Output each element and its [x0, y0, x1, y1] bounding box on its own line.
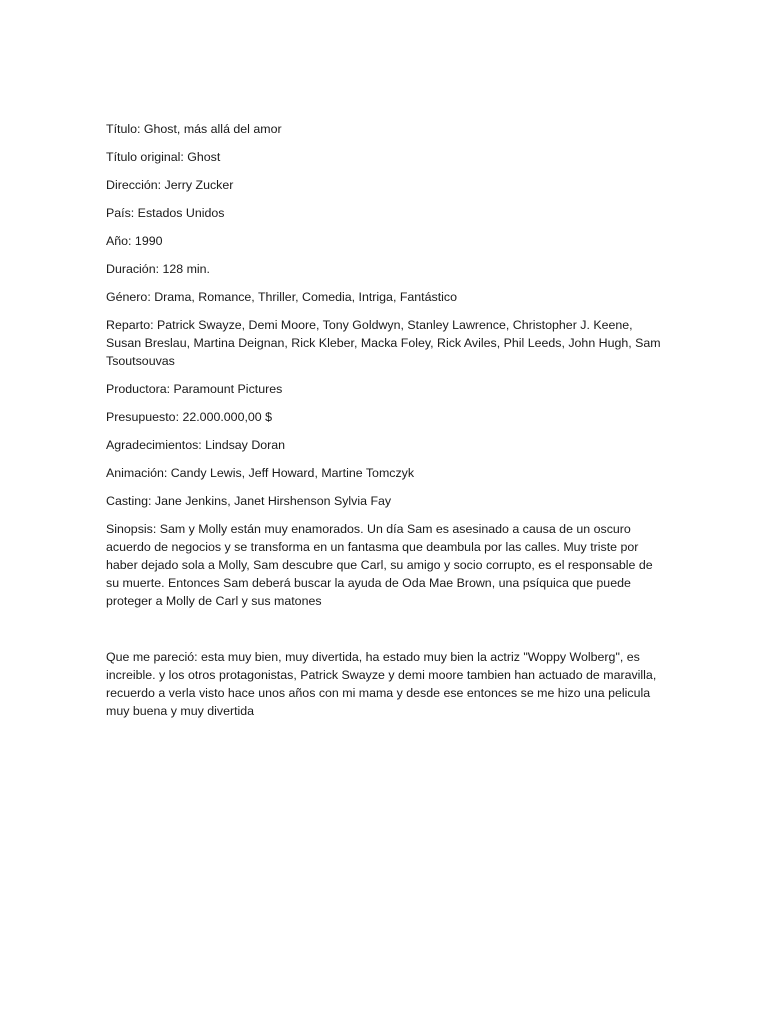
- field-titulo-original: Título original: Ghost: [106, 150, 221, 164]
- field-casting: Casting: Jane Jenkins, Janet Hirshenson Sylvia Fay: [106, 494, 392, 508]
- field-agradecimientos: Agradecimientos: Lindsay Doran: [106, 438, 286, 452]
- field-genero: Género: Drama, Romance, Thriller, Comedia, Intriga, Fantástico: [106, 290, 457, 304]
- field-titulo: Título: Ghost, más allá del amor: [106, 122, 282, 136]
- opinion-paragraph: Que me pareció: esta muy bien, muy divertida, ha estado muy bien la actriz "Woppy Wolberg", es increible. y los otros protagonistas, Patrick Swayze y demi moore tambien han actuado de maravilla, recuerdo a verla visto hace unos años con mi mama y desde ese entonces se me hizo una pelicula muy buena y muy divertida: [106, 650, 657, 718]
- field-direccion: Dirección: Jerry Zucker: [106, 178, 234, 192]
- document-page: [106, 120, 666, 730]
- field-ano: Año: 1990: [106, 234, 163, 248]
- field-sinopsis: Sinopsis: Sam y Molly están muy enamorados. Un día Sam es asesinado a causa de un oscuro acuerdo de negocios y se transforma en un fantasma que deambula por las calles. Muy triste por haber dejado sola a Molly, Sam descubre que Carl, su amigo y socio corrupto, es el responsable de su muerte. Entonces Sam deberá buscar la ayuda de Oda Mae Brown, una psíquica que puede proteger a Molly de Carl y sus matones: [106, 522, 653, 608]
- field-reparto: Reparto: Patrick Swayze, Demi Moore, Tony Goldwyn, Stanley Lawrence, Christopher J. Keene, Susan Breslau, Martina Deignan, Rick Kleber, Macka Foley, Rick Aviles, Phil Leeds, John Hugh, Sam Tsoutsouvas: [106, 318, 661, 368]
- field-presupuesto: Presupuesto: 22.000.000,00 $: [106, 410, 273, 424]
- field-pais: País: Estados Unidos: [106, 206, 225, 220]
- field-duracion: Duración: 128 min.: [106, 262, 210, 276]
- field-animacion: Animación: Candy Lewis, Jeff Howard, Martine Tomczyk: [106, 466, 415, 480]
- field-productora: Productora: Paramount Pictures: [106, 382, 283, 396]
